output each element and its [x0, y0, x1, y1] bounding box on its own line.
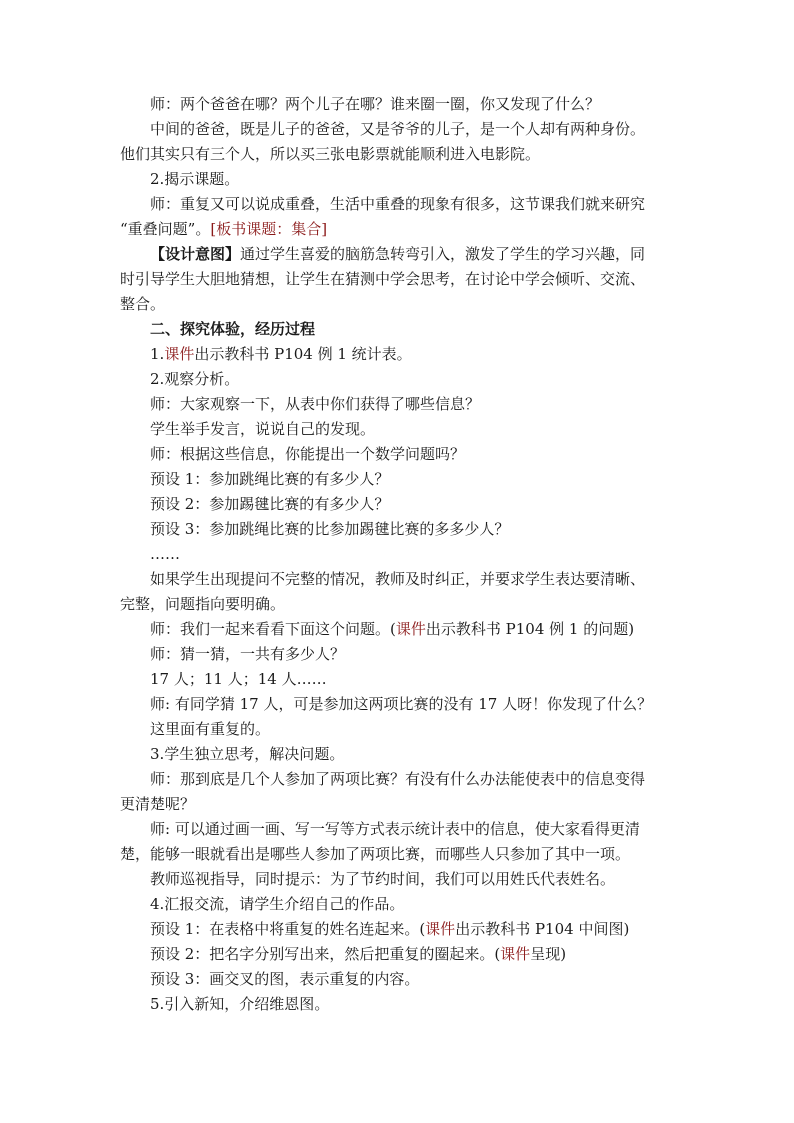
paragraph-line: 师: 可以通过画一画、写一写等方式表示统计表中的信息，使大家看得更清: [150, 820, 640, 838]
paragraph-line: [120, 617, 690, 642]
paragraph-line: 师：根据这些信息，你能提出一个数学问题吗？: [150, 445, 466, 463]
paragraph-line: 师: 有同学猜 17 人，可是参加这两项比赛的没有 17 人呀！你发现了什么？: [150, 695, 653, 713]
design-intent-text: 通过学生喜爱的脑筋急转弯引入，激发了学生的学习兴趣，同: [240, 245, 646, 263]
paragraph-line: 时引导学生大胆地猜想，让学生在猜测中学会思考，在讨论中学会倾听、交流、: [120, 270, 646, 288]
step-heading: 5.引入新知，介绍维恩图。: [150, 995, 330, 1013]
step-text: 出示教科书 P104 例 1 统计表。: [194, 345, 412, 363]
paragraph-line: 17 人；11 人；14 人……: [150, 670, 327, 688]
preset-line: 预设 2：参加踢毽比赛的有多少人？: [150, 495, 390, 513]
step-line: [120, 342, 690, 367]
paragraph-line: 师：重复又可以说成重叠，生活中重叠的现象有很多，这节课我们就来研究: [150, 195, 646, 213]
courseware-tag: 课件: [164, 345, 195, 363]
board-note: [板书课题：集合]: [210, 220, 328, 238]
paragraph-line: 教师巡视指导，同时提示：为了节约时间，我们可以用姓氏代表姓名。: [150, 870, 616, 888]
paragraph-line: [120, 217, 690, 242]
section-heading: 二、探究体验，经历过程: [150, 320, 316, 338]
paragraph-line: 他们其实只有三个人，所以买三张电影票就能顺利进入电影院。: [120, 145, 541, 163]
dialog-text: 出示教科书 P104 例 1 的问题): [425, 620, 635, 638]
design-intent-label: 【设计意图】: [150, 245, 241, 263]
preset-line: [120, 917, 690, 942]
paragraph-line: 中间的爸爸，既是儿子的爸爸，又是爷爷的儿子，是一个人却有两种身份。: [150, 120, 646, 138]
preset-line: 预设 3：画交叉的图，表示重复的内容。: [150, 970, 420, 988]
paragraph-line: 如果学生出现提问不完整的情况，教师及时纠正，并要求学生表达要清晰、: [150, 570, 646, 588]
paragraph-line: 师：大家观察一下，从表中你们获得了哪些信息？: [150, 395, 481, 413]
paragraph-line: 完整，问题指向要明确。: [120, 595, 286, 613]
topic-quote: “重叠问题”。: [120, 220, 211, 238]
design-intent-line: [120, 242, 690, 267]
step-heading: 3.学生独立思考，解决问题。: [150, 745, 345, 763]
preset-text: 呈现): [530, 945, 567, 963]
dialog-text: 师：我们一起来看看下面这个问题。(: [150, 620, 396, 638]
step-heading: 2.观察分析。: [150, 370, 240, 388]
preset-line: [120, 942, 690, 967]
paragraph-line: 师：猜一猜，一共有多少人？: [150, 645, 346, 663]
paragraph-line: 师：那到底是几个人参加了两项比赛？有没有什么办法能使表中的信息变得: [150, 770, 646, 788]
paragraph-line: 师：两个爸爸在哪？两个儿子在哪？谁来圈一圈，你又发现了什么？: [150, 95, 601, 113]
step-heading: 4.汇报交流，请学生介绍自己的作品。: [150, 895, 405, 913]
paragraph-line: 这里面有重复的。: [150, 720, 271, 738]
courseware-tag: 课件: [425, 920, 456, 938]
preset-text: 预设 1：在表格中将重复的姓名连起来。(: [150, 920, 426, 938]
ellipsis-line: ……: [150, 545, 180, 563]
preset-text: 预设 2：把名字分别写出来，然后把重复的圈起来。(: [150, 945, 501, 963]
courseware-tag: 课件: [395, 620, 426, 638]
paragraph-line: 学生举手发言，说说自己的发现。: [150, 420, 376, 438]
courseware-tag: 课件: [500, 945, 531, 963]
step-heading: 2.揭示课题。: [150, 170, 240, 188]
preset-line: 预设 1：参加跳绳比赛的有多少人？: [150, 470, 390, 488]
preset-line: 预设 3：参加跳绳比赛的比参加踢毽比赛的多多少人？: [150, 520, 510, 538]
step-number: 1.: [150, 345, 165, 363]
paragraph-line: 楚，能够一眼就看出是哪些人参加了两项比赛，而哪些人只参加了其中一项。: [120, 845, 631, 863]
document-page: [120, 92, 690, 1017]
paragraph-line: 更清楚呢？: [120, 795, 196, 813]
paragraph-line: 整合。: [120, 295, 166, 313]
preset-text: 出示教科书 P104 中间图): [455, 920, 630, 938]
